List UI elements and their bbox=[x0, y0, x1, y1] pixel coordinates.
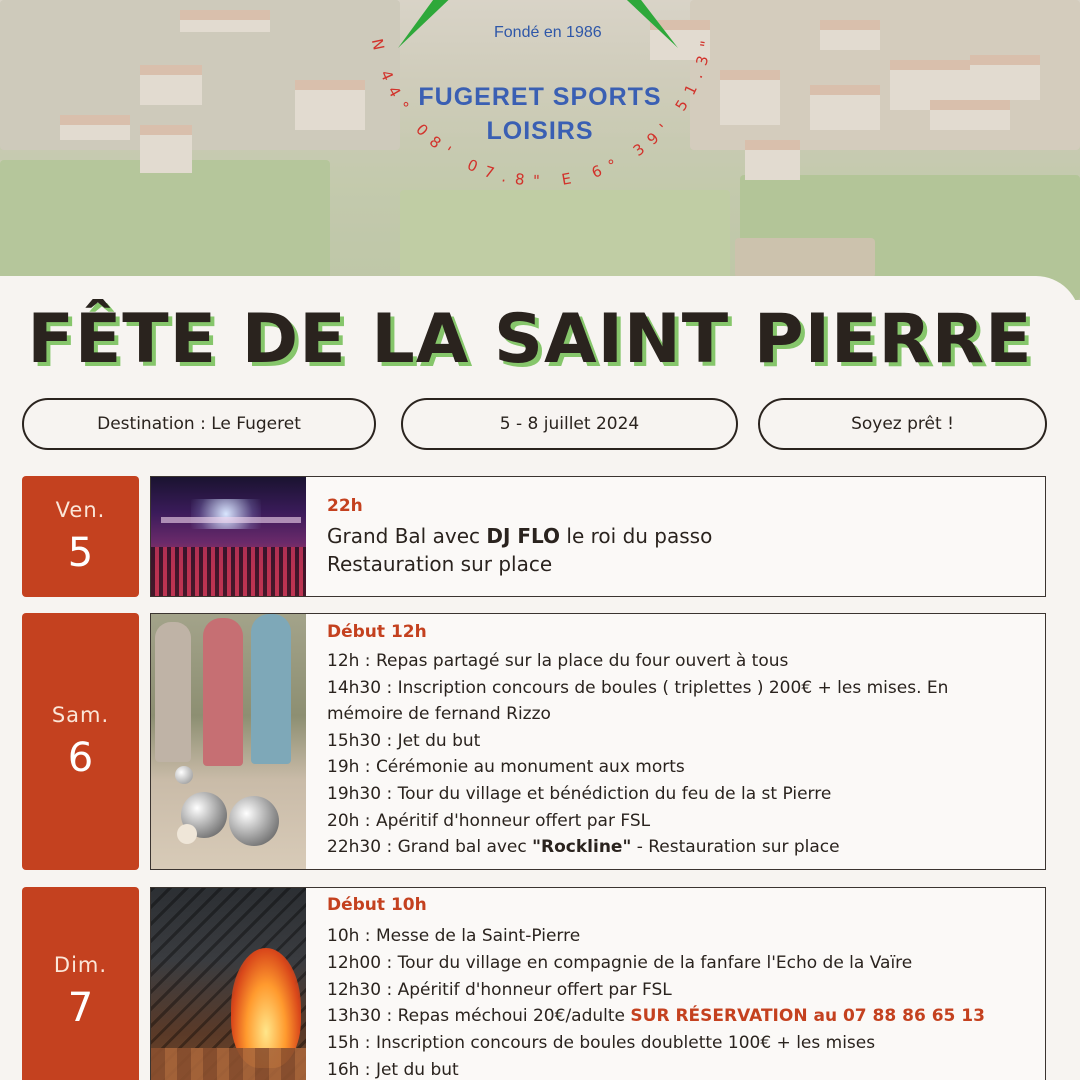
day-name: Ven. bbox=[55, 497, 106, 522]
event-details-friday bbox=[327, 477, 1029, 576]
day-badge-friday bbox=[22, 476, 139, 597]
day-badge-saturday bbox=[22, 613, 139, 870]
ready-label: Soyez prêt ! bbox=[851, 414, 954, 434]
schedule-line: 15h30 : Jet du but bbox=[327, 730, 481, 751]
barbecue-photo bbox=[151, 888, 306, 1080]
event-title: FÊTE DE LA SAINT PIERRE bbox=[27, 300, 1033, 379]
dates-pill bbox=[401, 398, 738, 450]
day-number: 7 bbox=[67, 985, 94, 1031]
petanque-photo bbox=[151, 614, 306, 869]
destination-label: Destination : Le Fugeret bbox=[97, 414, 301, 434]
schedule-line: 20h : Apéritif d'honneur offert par FSL bbox=[327, 810, 651, 831]
schedule-line: 10h : Messe de la Saint-Pierre bbox=[327, 926, 581, 946]
schedule-line: 19h : Cérémonie au monument aux morts bbox=[327, 757, 685, 778]
club-name bbox=[395, 80, 685, 148]
dj-name: DJ FLO bbox=[486, 524, 561, 548]
day-badge-sunday bbox=[22, 887, 139, 1080]
schedule-line: 19h30 : Tour du village et bénédiction du feu de la st Pierre bbox=[327, 783, 832, 804]
schedule-line: 22h30 : Grand bal avec "Rockline" - Restauration sur place bbox=[327, 837, 840, 858]
schedule-line: 13h30 : Repas méchoui 20€/adulte SUR RÉSERVATION au 07 88 86 65 13 bbox=[327, 1006, 985, 1027]
schedule-line: 12h : Repas partagé sur la place du four ouvert à tous bbox=[327, 651, 789, 671]
event-details-sunday bbox=[327, 888, 1029, 1080]
start-time: Début 10h bbox=[327, 895, 427, 915]
day-name: Dim. bbox=[53, 953, 108, 977]
event-box-saturday bbox=[150, 613, 1046, 870]
schedule-line: 12h30 : Apéritif d'honneur offert par FSL bbox=[327, 979, 672, 1000]
day-number: 5 bbox=[67, 529, 94, 576]
start-time: Début 12h bbox=[327, 622, 427, 642]
day-name: Sam. bbox=[51, 702, 110, 727]
event-box-friday bbox=[150, 476, 1046, 597]
schedule-line: 12h00 : Tour du village en compagnie de la fanfare l'Echo de la Vaïre bbox=[327, 952, 913, 973]
destination-pill bbox=[22, 398, 376, 450]
event-line: Restauration sur place bbox=[327, 552, 553, 576]
event-details-saturday bbox=[327, 614, 1029, 861]
club-name-line1: FUGERET SPORTS bbox=[418, 83, 662, 111]
club-name-line2: LOISIRS bbox=[486, 117, 594, 145]
schedule-line: 16h : Jet du but bbox=[327, 1059, 459, 1080]
day-number: 6 bbox=[67, 734, 94, 781]
concert-photo bbox=[151, 477, 306, 596]
reservation-notice: SUR RÉSERVATION au 07 88 86 65 13 bbox=[630, 1006, 985, 1027]
founded-text: Fondé en 1986 bbox=[494, 24, 602, 41]
event-box-sunday bbox=[150, 887, 1046, 1080]
start-time: 22h bbox=[327, 496, 363, 516]
ready-pill bbox=[758, 398, 1047, 450]
schedule-line: mémoire de fernand Rizzo bbox=[327, 704, 551, 725]
schedule-line: 14h30 : Inscription concours de boules ( triplettes ) 200€ + les mises. En bbox=[327, 677, 949, 698]
coordinates-text: N 44° 08' 07.8" E 6° 39' 51.3" bbox=[367, 30, 718, 190]
schedule-line: 15h : Inscription concours de boules doublette 100€ + les mises bbox=[327, 1033, 876, 1054]
band-name: "Rockline" bbox=[532, 837, 632, 858]
dates-label: 5 - 8 juillet 2024 bbox=[499, 414, 640, 434]
event-line: Grand Bal avec DJ FLO le roi du passo bbox=[327, 524, 713, 548]
